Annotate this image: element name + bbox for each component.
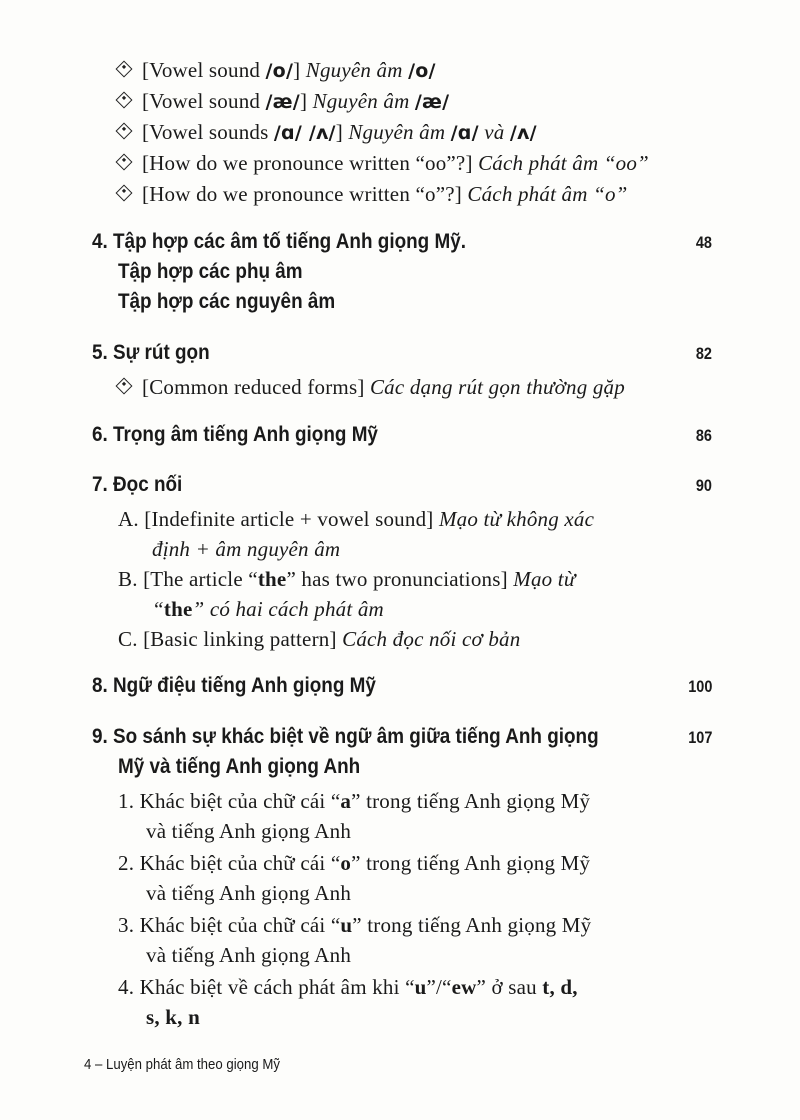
diamond-bullet-icon [116, 154, 133, 171]
page-number: 82 [695, 344, 712, 363]
page-number: 107 [687, 728, 712, 747]
toc-heading-8: 8. Ngữ điệu tiếng Anh giọng Mỹ [92, 674, 376, 697]
toc-subitem: [How do we pronounce written “o”?] Cách phát âm “o” [118, 182, 628, 207]
page-number: 90 [695, 476, 712, 495]
page-number: 86 [695, 426, 712, 445]
toc-heading-7: 7. Đọc nối [92, 473, 183, 496]
diamond-bullet-icon [116, 123, 133, 140]
toc-subitem-cont: s, k, n [146, 1005, 200, 1029]
page-number: 100 [687, 677, 712, 696]
toc-subitem-1: 1. Khác biệt của chữ cái “a” trong tiếng Anh giọng Mỹ [118, 789, 591, 813]
page-number: 48 [695, 233, 712, 252]
toc-subitem-2: 2. Khác biệt của chữ cái “o” trong tiếng Anh giọng Mỹ [118, 851, 591, 875]
diamond-bullet-icon [116, 378, 133, 395]
toc-subitem-cont: “the” có hai cách phát âm [152, 597, 384, 621]
diamond-bullet-icon [116, 61, 133, 78]
toc-subitem-a: A. [Indefinite article + vowel sound] Mạo từ không xác [118, 507, 595, 531]
diamond-bullet-icon [116, 92, 133, 109]
toc-subitem: [Vowel sound /æ/] Nguyên âm /æ/ [118, 89, 449, 114]
toc-subitem-cont: và tiếng Anh giọng Anh [146, 881, 352, 905]
toc-subitem-c: C. [Basic linking pattern] Cách đọc nối cơ bản [118, 627, 521, 651]
toc-subitem-cont: và tiếng Anh giọng Anh [146, 819, 352, 843]
toc-subitem: [How do we pronounce written “oo”?] Cách phát âm “oo” [118, 151, 649, 176]
toc-subitem: [Vowel sounds /ɑ/ /ʌ/] Nguyên âm /ɑ/ và /ʌ/ [118, 120, 537, 145]
page-footer: 4 – Luyện phát âm theo giọng Mỹ [84, 1056, 280, 1073]
toc-heading-4: 4. Tập hợp các âm tố tiếng Anh giọng Mỹ. [92, 230, 466, 253]
toc-heading-line: Tập hợp các phụ âm [118, 260, 303, 283]
toc-subitem-cont: và tiếng Anh giọng Anh [146, 943, 352, 967]
toc-heading-line: Tập hợp các nguyên âm [118, 290, 336, 313]
toc-subitem: [Vowel sound /o/] Nguyên âm /o/ [118, 58, 436, 83]
toc-heading-line: Mỹ và tiếng Anh giọng Anh [118, 755, 361, 778]
diamond-bullet-icon [116, 185, 133, 202]
toc-subitem-4: 4. Khác biệt về cách phát âm khi “u”/“ew” ở sau t, d, [118, 975, 578, 999]
toc-heading-9: 9. So sánh sự khác biệt về ngữ âm giữa tiếng Anh giọng [92, 725, 599, 748]
toc-subitem-b: B. [The article “the” has two pronunciations] Mạo từ [118, 567, 576, 591]
toc-subitem: [Common reduced forms] Các dạng rút gọn thường gặp [118, 375, 625, 400]
toc-heading-5: 5. Sự rút gọn [92, 341, 210, 364]
toc-subitem-3: 3. Khác biệt của chữ cái “u” trong tiếng Anh giọng Mỹ [118, 913, 592, 937]
toc-subitem-cont: định + âm nguyên âm [152, 537, 341, 561]
toc-heading-6: 6. Trọng âm tiếng Anh giọng Mỹ [92, 423, 378, 446]
